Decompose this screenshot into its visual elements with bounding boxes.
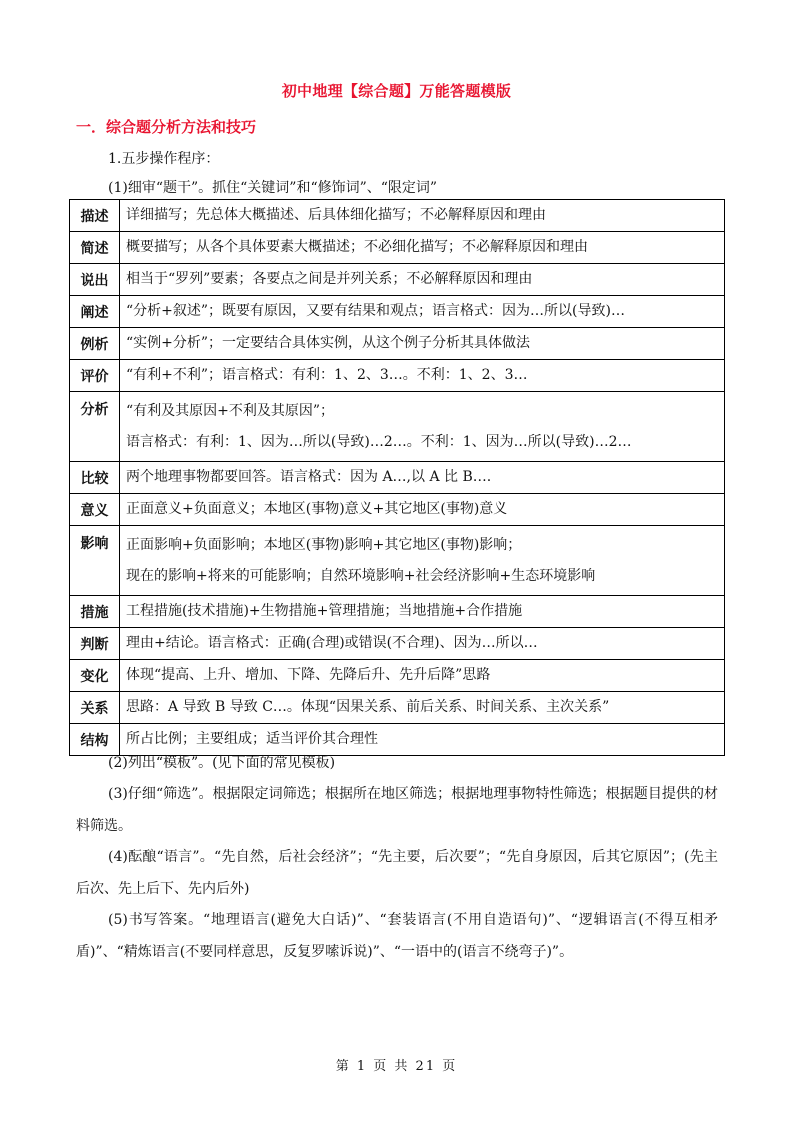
step-4-text: (4)酝酿“语言”。“先自然，后社会经济”；“先主要，后次要”；“先自身原因，后其它原因”；(先主后次、先上后下、先内后外) <box>76 849 718 897</box>
definition-cell <box>120 462 725 494</box>
term-cell: 描述 <box>70 200 120 232</box>
definition-line: “有利+不利”；语言格式：有利：1、2、3…。不利：1、2、3… <box>126 367 528 383</box>
page-footer: 第 1 页 共 21 页 <box>335 1059 458 1074</box>
keyword-table <box>69 199 725 756</box>
table-row <box>70 232 725 264</box>
definition-line: 体现“提高、上升、增加、下降、先降后升、先升后降”思路 <box>126 667 491 683</box>
step-3-text: (3)仔细“筛选”。根据限定词筛选；根据所在地区筛选；根据地理事物特性筛选；根据题目提供的材料筛选。 <box>76 786 718 834</box>
term-cell: 关系 <box>70 692 120 724</box>
term-cell: 分析 <box>70 392 120 462</box>
definition-line: “分析+叙述”；既要有原因，又要有结果和观点；语言格式：因为…所以(导致)… <box>126 303 625 319</box>
definition-cell <box>120 200 725 232</box>
definition-cell <box>120 328 725 360</box>
term-cell: 评价 <box>70 360 120 392</box>
definition-line: 思路：A 导致 B 导致 C…。体现“因果关系、前后关系、时间关系、主次关系” <box>126 699 610 715</box>
table-row <box>70 660 725 692</box>
definition-line: 工程措施(技术措施)+生物措施+管理措施；当地措施+合作措施 <box>126 603 523 619</box>
definition-cell <box>120 596 725 628</box>
table-row <box>70 526 725 596</box>
table-row <box>70 596 725 628</box>
term-cell: 结构 <box>70 724 120 756</box>
definition-line: 正面影响+负面影响；本地区(事物)影响+其它地区(事物)影响； <box>126 536 522 553</box>
step-2-text: (2)列出“模板”。(见下面的常见模板) <box>108 755 336 771</box>
table-row <box>70 360 725 392</box>
section-heading: 一．综合题分析方法和技巧 <box>76 118 257 136</box>
definition-cell <box>120 392 725 462</box>
table-row <box>70 392 725 462</box>
term-cell: 变化 <box>70 660 120 692</box>
term-cell: 措施 <box>70 596 120 628</box>
definition-line: 正面意义+负面意义；本地区(事物)意义+其它地区(事物)意义 <box>126 501 508 517</box>
term-cell: 简述 <box>70 232 120 264</box>
table-row <box>70 494 725 526</box>
table-row <box>70 296 725 328</box>
definition-cell <box>120 232 725 264</box>
definition-cell <box>120 264 725 296</box>
definition-line: “实例+分析”；一定要结合具体实例，从这个例子分析其具体做法 <box>126 335 531 351</box>
definition-line: 概要描写；从各个具体要素大概描述；不必细化描写；不必解释原因和理由 <box>126 239 588 255</box>
table-row <box>70 264 725 296</box>
definition-line: 两个地理事物都要回答。语言格式：因为 A…,以 A 比 B…. <box>126 469 492 485</box>
table-row <box>70 200 725 232</box>
table-row <box>70 628 725 660</box>
step-5-text: (5)书写答案。“地理语言(避免大白话)”、“套装语言(不用自造语句)”、“逻辑语言(不得互相矛盾)”、“精炼语言(不要同样意思，反复罗嗦诉说)”、“一语中的(语言不绕弯子)”。 <box>76 912 718 960</box>
definition-line: 详细描写；先总体大概描述、后具体细化描写；不必解释原因和理由 <box>126 207 546 223</box>
definition-line: “有利及其原因+不利及其原因”； <box>126 402 335 419</box>
term-cell: 意义 <box>70 494 120 526</box>
definition-cell <box>120 628 725 660</box>
document-title: 初中地理【综合题】万能答题模版 <box>281 82 512 100</box>
term-cell: 阐述 <box>70 296 120 328</box>
definition-line: 语言格式：有利：1、因为…所以(导致)…2…。不利：1、因为…所以(导致)…2… <box>126 433 632 450</box>
definition-line: 理由+结论。语言格式：正确(合理)或错误(不合理)、因为…所以… <box>126 635 538 651</box>
definition-cell <box>120 660 725 692</box>
definition-cell <box>120 296 725 328</box>
term-cell: 说出 <box>70 264 120 296</box>
definition-line: 相当于“罗列”要素；各要点之间是并列关系；不必解释原因和理由 <box>126 271 533 287</box>
term-cell: 例析 <box>70 328 120 360</box>
definition-line: 现在的影响+将来的可能影响；自然环境影响+社会经济影响+生态环境影响 <box>126 567 596 584</box>
definition-cell <box>120 526 725 596</box>
term-cell: 比较 <box>70 462 120 494</box>
table-row <box>70 462 725 494</box>
table-row <box>70 692 725 724</box>
definition-cell <box>120 692 725 724</box>
table-row <box>70 328 725 360</box>
definition-line: 所占比例；主要组成；适当评价其合理性 <box>126 731 378 747</box>
term-cell: 影响 <box>70 526 120 596</box>
term-cell: 判断 <box>70 628 120 660</box>
step-1-text: (1)细审“题干”。抓住“关键词”和“修饰词”、“限定词” <box>108 180 438 196</box>
step-heading: 1.五步操作程序： <box>108 151 220 167</box>
definition-cell <box>120 360 725 392</box>
definition-cell <box>120 494 725 526</box>
